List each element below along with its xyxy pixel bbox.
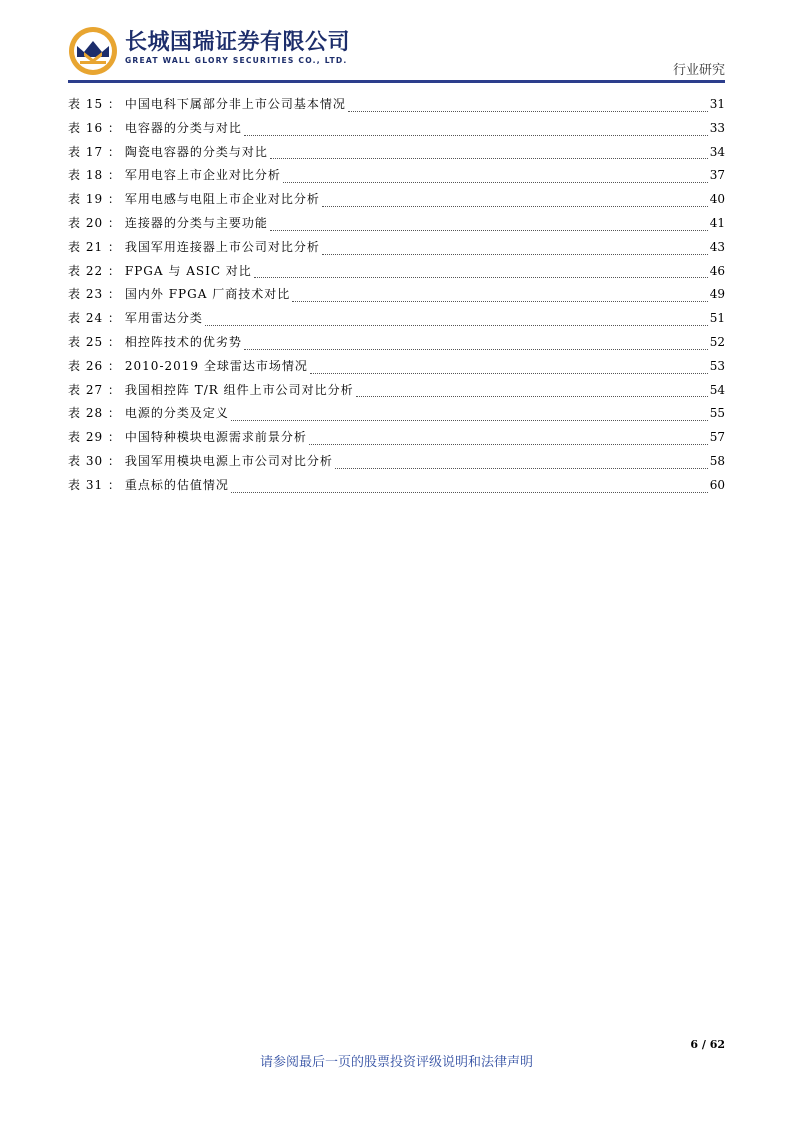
- toc-entry-title: 中国特种模块电源需求前景分析: [124, 430, 307, 445]
- toc-leader-dots: [231, 419, 708, 421]
- section-label: 行业研究: [672, 63, 725, 78]
- toc-entry-label: [68, 286, 290, 302]
- toc-entry-label: [68, 477, 229, 493]
- toc-entry-label: [68, 239, 320, 255]
- toc-leader-dots: [231, 491, 708, 493]
- toc-entry-title: 电容器的分类与对比: [124, 120, 242, 135]
- toc-entry-label: [68, 120, 242, 136]
- toc-entry-page: 43: [709, 239, 725, 254]
- toc-entry-page: 34: [709, 144, 725, 159]
- toc-entry-label: [68, 310, 203, 326]
- toc-leader-dots: [356, 395, 708, 397]
- toc-entry-title: 陶瓷电容器的分类与对比: [124, 144, 268, 159]
- toc-entry-title: 军用电容上市企业对比分析: [124, 168, 281, 183]
- toc-entry[interactable]: [68, 429, 725, 453]
- toc-leader-dots: [270, 157, 708, 159]
- toc-entry-page: 41: [709, 215, 725, 230]
- toc-leader-dots: [205, 324, 708, 326]
- toc-entry[interactable]: [68, 477, 725, 501]
- toc-entry-prefix: 表 18 ：: [68, 168, 121, 183]
- toc-entry[interactable]: [68, 144, 725, 168]
- toc-entry-label: [68, 334, 242, 350]
- company-name-en: GREAT WALL GLORY SECURITIES CO., LTD.: [125, 56, 348, 65]
- toc-entry-title: 军用雷达分类: [124, 311, 203, 326]
- toc-leader-dots: [244, 134, 708, 136]
- company-name-cn: 长城国瑞证券有限公司: [125, 30, 351, 55]
- toc-entry-page: 55: [709, 406, 725, 421]
- toc-leader-dots: [322, 205, 708, 207]
- toc-entry-prefix: 表 26 ：: [68, 358, 121, 373]
- toc-entry-page: 51: [709, 311, 725, 326]
- toc-entry-prefix: 表 21 ：: [68, 239, 121, 254]
- toc-entry-prefix: 表 31 ：: [68, 477, 121, 492]
- toc-leader-dots: [348, 110, 708, 112]
- table-of-contents: [68, 96, 725, 501]
- toc-entry-title: 我国军用连接器上市公司对比分析: [124, 239, 320, 254]
- toc-entry-prefix: 表 24 ：: [68, 311, 121, 326]
- toc-entry[interactable]: [68, 215, 725, 239]
- great-wall-logo-icon: [68, 26, 118, 76]
- toc-leader-dots: [310, 372, 708, 374]
- toc-entry-label: [68, 405, 229, 421]
- toc-entry-title: 电源的分类及定义: [124, 406, 229, 421]
- toc-entry-title: 军用电感与电阻上市企业对比分析: [124, 192, 320, 207]
- toc-entry-prefix: 表 23 ：: [68, 287, 121, 302]
- toc-entry-label: [68, 453, 333, 469]
- toc-leader-dots: [270, 229, 708, 231]
- toc-entry-prefix: 表 28 ：: [68, 406, 121, 421]
- toc-entry-page: 33: [709, 120, 725, 135]
- toc-entry-prefix: 表 29 ：: [68, 430, 121, 445]
- toc-entry-label: [68, 382, 354, 398]
- toc-entry-page: 54: [709, 382, 725, 397]
- toc-entry-title: FPGA 与 ASIC 对比: [124, 263, 252, 278]
- toc-entry-page: 53: [709, 358, 725, 373]
- toc-entry-page: 31: [709, 97, 725, 111]
- toc-entry-title: 国内外 FPGA 厂商技术对比: [124, 287, 291, 302]
- toc-entry-prefix: 表 19 ：: [68, 192, 121, 207]
- toc-entry[interactable]: [68, 453, 725, 477]
- toc-entry-label: [68, 263, 252, 279]
- toc-entry[interactable]: [68, 334, 725, 358]
- toc-entry[interactable]: [68, 120, 725, 144]
- toc-entry-prefix: 表 17 ：: [68, 144, 121, 159]
- toc-entry-label: [68, 144, 268, 160]
- footer-disclaimer[interactable]: 请参阅最后一页的股票投资评级说明和法律声明: [259, 1055, 533, 1070]
- toc-entry[interactable]: [68, 96, 725, 120]
- toc-entry[interactable]: [68, 358, 725, 382]
- toc-entry-page: 49: [709, 287, 725, 302]
- toc-entry[interactable]: [68, 191, 725, 215]
- toc-entry-title: 2010-2019 全球雷达市场情况: [124, 358, 308, 373]
- toc-entry-prefix: 表 30 ：: [68, 453, 121, 468]
- toc-leader-dots: [335, 467, 708, 469]
- toc-entry-label: [68, 358, 308, 374]
- header-divider: [68, 80, 725, 83]
- toc-entry-page: 37: [709, 168, 725, 183]
- toc-leader-dots: [244, 348, 708, 350]
- toc-entry-label: [68, 215, 268, 231]
- toc-entry-page: 58: [709, 453, 725, 468]
- toc-leader-dots: [309, 443, 708, 445]
- toc-entry-title: 中国电科下属部分非上市公司基本情况: [124, 97, 346, 111]
- toc-entry[interactable]: [68, 310, 725, 334]
- toc-leader-dots: [292, 300, 708, 302]
- toc-entry-page: 60: [709, 477, 725, 492]
- toc-entry-title: 我国军用模块电源上市公司对比分析: [124, 453, 333, 468]
- toc-leader-dots: [254, 276, 708, 278]
- toc-entry-label: [68, 167, 281, 183]
- toc-entry-title: 连接器的分类与主要功能: [124, 215, 268, 230]
- toc-entry-page: 52: [709, 334, 725, 349]
- toc-entry-label: [68, 429, 307, 445]
- toc-entry[interactable]: [68, 286, 725, 310]
- toc-entry-page: 46: [709, 263, 725, 278]
- toc-entry-prefix: 表 22 ：: [68, 263, 121, 278]
- toc-entry-title: 重点标的估值情况: [124, 477, 229, 492]
- toc-entry-label: [68, 191, 320, 207]
- toc-entry-prefix: 表 15 ：: [68, 97, 121, 111]
- toc-entry-page: 40: [709, 192, 725, 207]
- toc-entry-prefix: 表 16 ：: [68, 120, 121, 135]
- toc-entry-title: 我国相控阵 T/R 组件上市公司对比分析: [124, 382, 354, 397]
- toc-leader-dots: [322, 253, 708, 255]
- toc-entry[interactable]: [68, 239, 725, 263]
- toc-entry[interactable]: [68, 382, 725, 406]
- toc-entry-title: 相控阵技术的优劣势: [124, 334, 242, 349]
- toc-entry[interactable]: [68, 405, 725, 429]
- toc-entry-prefix: 表 27 ：: [68, 382, 121, 397]
- toc-entry-label: [68, 96, 346, 112]
- toc-entry-prefix: 表 25 ：: [68, 334, 121, 349]
- toc-entry[interactable]: [68, 263, 725, 287]
- toc-leader-dots: [283, 181, 708, 183]
- page-number: 6 / 62: [690, 1038, 725, 1051]
- toc-entry[interactable]: [68, 167, 725, 191]
- page-header: [68, 22, 725, 78]
- toc-entry-prefix: 表 20 ：: [68, 215, 121, 230]
- toc-entry-page: 57: [709, 430, 725, 445]
